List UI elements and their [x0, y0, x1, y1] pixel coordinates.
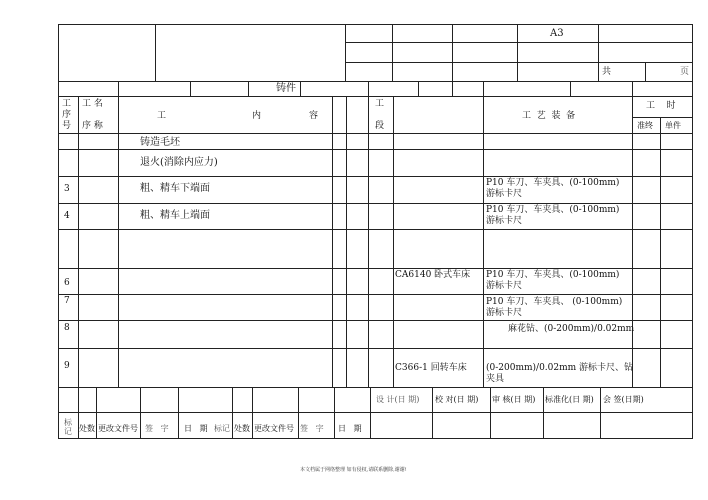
row-section: C366-1 回转车床: [395, 363, 467, 373]
row-equipment: P10 车刀、车夹具、(0-100mm) 游标卡尺: [486, 178, 620, 199]
row-op-no: 7: [64, 296, 70, 306]
row-op-no: 4: [64, 211, 70, 221]
col-step-name: 工 名 序 称: [82, 99, 103, 131]
col-content-2: 内: [252, 111, 262, 121]
rev-sign-2: 签 字: [300, 424, 324, 433]
col-prep-time: 准终: [637, 121, 653, 130]
row-op-no: 6: [64, 278, 70, 288]
rev-place-2: 处数: [234, 424, 250, 433]
row-equipment: (0-200mm)/0.02mm 游标卡尺、钻 夹具: [486, 363, 634, 384]
col-equipment: 工 艺 装 备: [522, 111, 576, 121]
blank-type: 铸件: [276, 83, 296, 94]
rev-place: 处数: [79, 424, 95, 433]
rev-doc-no-2: 更改文件号: [254, 424, 294, 433]
signoff-standard: 标准化(日 期): [545, 395, 594, 404]
signoff-check: 校 对(日 期): [435, 395, 479, 404]
col-time: 工 时: [646, 101, 676, 111]
rev-sign: 签 字: [145, 424, 169, 433]
rev-mark: 标 记: [64, 418, 72, 436]
row-content: 退火(消除内应力): [140, 157, 218, 168]
signoff-review: 审 核(日 期): [492, 395, 536, 404]
col-op-no: 工 序 号: [62, 99, 72, 131]
row-section: CA6140 卧式车床: [395, 270, 471, 280]
row-content: 粗、精车下端面: [140, 183, 210, 194]
col-content-1: 工: [157, 111, 167, 121]
row-equipment: P10 车刀、车夹具、(0-100mm) 游标卡尺: [486, 270, 620, 291]
page-label: 页: [680, 67, 690, 77]
signoff-countersign: 会 签(日期): [603, 395, 644, 404]
rev-date-2: 日 期: [338, 424, 362, 433]
row-equipment: P10 车刀、车夹具、(0-100mm) 游标卡尺: [486, 205, 620, 226]
row-equipment: 麻花钻、(0-200mm)/0.02mm: [508, 324, 635, 334]
col-content-3: 容: [309, 111, 319, 121]
row-op-no: 3: [64, 184, 70, 194]
row-op-no: 9: [64, 361, 70, 371]
rev-doc-no: 更改文件号: [98, 424, 138, 433]
row-content: 铸造毛坯: [140, 137, 180, 148]
rev-mark-2: 标记: [214, 424, 230, 433]
paper-size: A3: [550, 28, 564, 39]
col-unit-time: 单件: [665, 121, 681, 130]
row-content: 粗、精车上端面: [140, 210, 210, 221]
signoff-design: 设 计(日 期): [376, 395, 420, 404]
total-pages-label: 共: [602, 67, 612, 77]
row-equipment: P10 车刀、车夹具、 (0-100mm) 游标卡尺: [486, 297, 623, 318]
rev-date: 日 期: [184, 424, 208, 433]
row-op-no: 8: [64, 323, 70, 333]
col-section: 工 段: [375, 99, 385, 131]
footer-note: 本文档属于网络整理 如有侵权,请联系删除,谢谢!: [300, 467, 407, 473]
